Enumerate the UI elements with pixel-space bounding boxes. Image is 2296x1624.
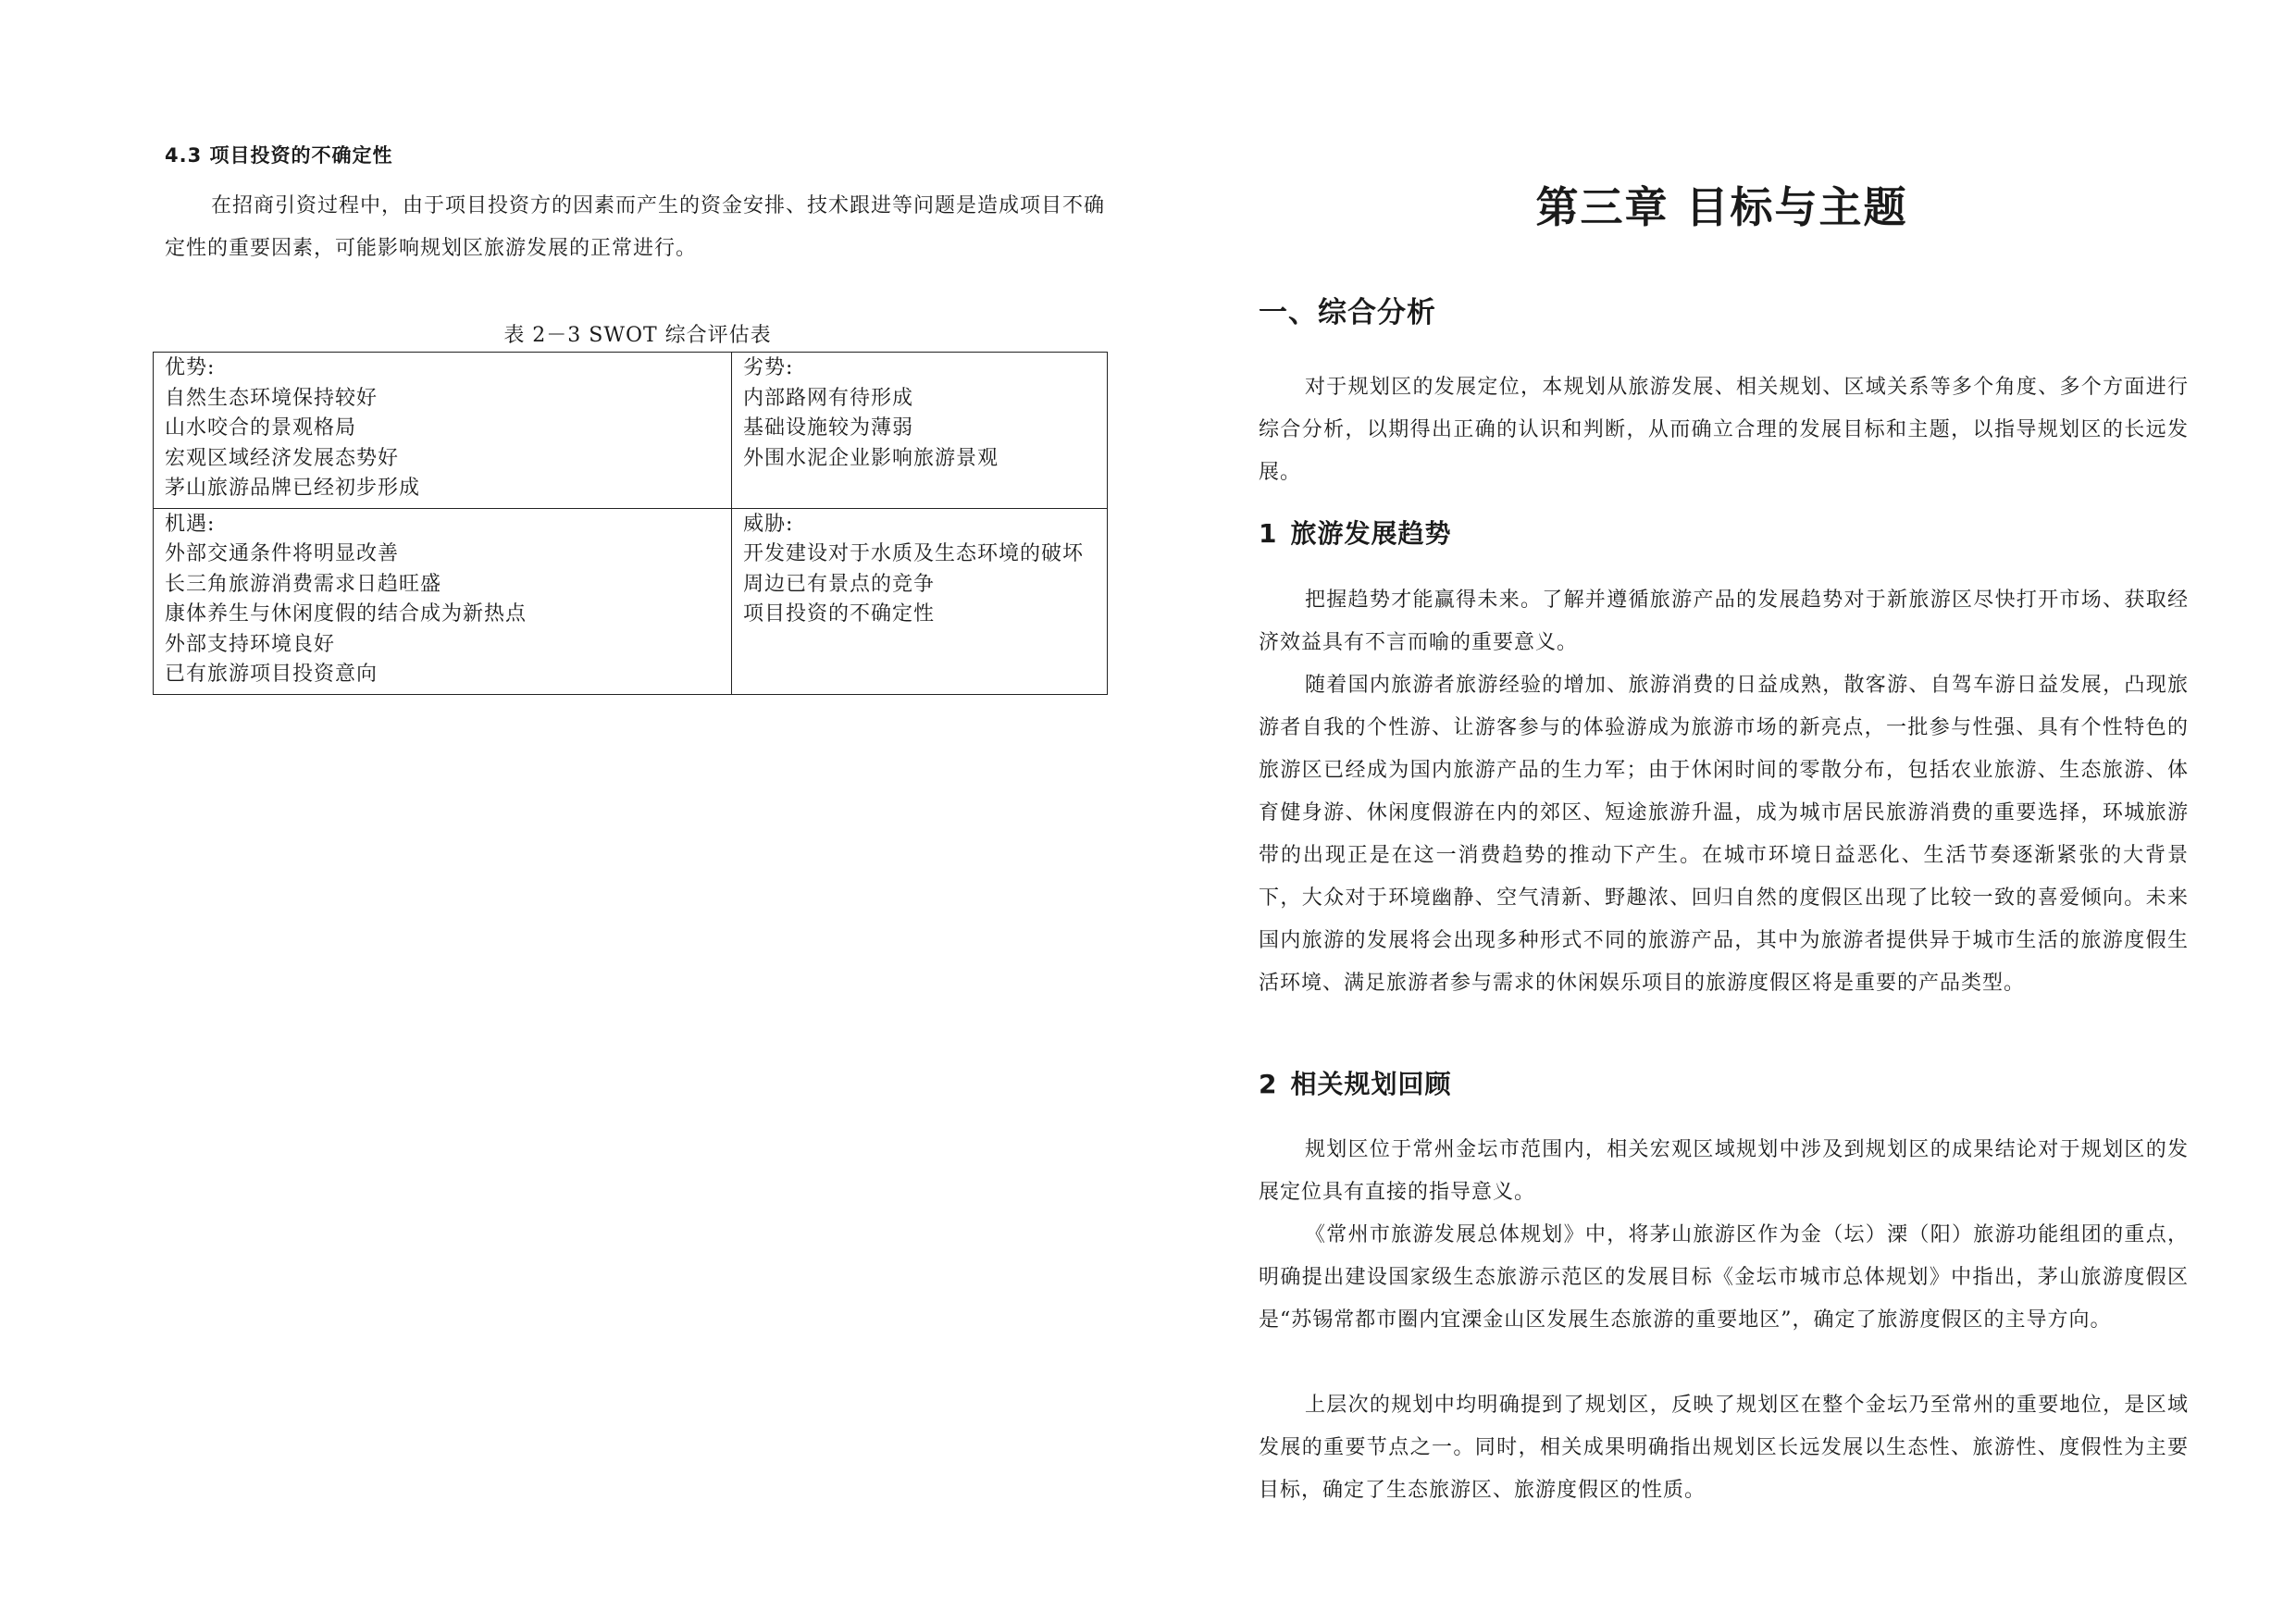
swot-table <box>153 352 1108 695</box>
trends-paragraph-1: 把握趋势才能赢得未来。了解并遵循旅游产品的发展趋势对于新旅游区尽快打开市场、获取经济效益具有不言而喻的重要意义。 <box>1259 589 2189 654</box>
threat-item: 项目投资的不确定性 <box>743 602 936 626</box>
opportunity-item: 康体养生与休闲度假的结合成为新热点 <box>165 602 527 626</box>
chapter-title: 第三章 目标与主题 <box>1535 182 1908 232</box>
threats-cell <box>732 508 1108 694</box>
subsection-title-tourism-trends <box>1259 514 1452 551</box>
opportunity-item: 外部交通条件将明显改善 <box>165 542 400 565</box>
opportunity-item: 长三角旅游消费需求日趋旺盛 <box>165 572 442 596</box>
intro-paragraph: 在招商引资过程中，由于项目投资方的因素而产生的资金安排、技术跟进等问题是造成项目不确定性的重要因素，可能影响规划区旅游发展的正常进行。 <box>165 194 1106 260</box>
section-title-comprehensive-analysis: 一、综合分析 <box>1259 296 1436 329</box>
trends-paragraph-2: 随着国内旅游者旅游经验的增加、旅游消费的日益成熟，散客游、自驾车游日益发展，凸现旅游者自我的个性游、让游客参与的体验游成为旅游市场的新亮点，一批参与性强、具有个性特色的旅游区已经成为国内旅游产品的生力军；由于休闲时间的零散分布，包括农业旅游、生态旅游、体育健身游、休闲度假游在内的郊区、短途旅游升温，成为城市居民旅游消费的重要选择，环城旅游带的出现正是在这一消费趋势的推动下产生。在城市环境日益恶化、生活节奏逐渐紧张的大背景下，大众对于环境幽静、空气清新、野趣浓、回归自然的度假区出现了比较一致的喜爱倾向。未来国内旅游的发展将会出现多种形式不同的旅游产品，其中为旅游者提供异于城市生活的旅游度假生活环境、满足旅游者参与需求的休闲娱乐项目的旅游度假区将是重要的产品类型。 <box>1259 674 2189 995</box>
strength-item: 自然生态环境保持较好 <box>165 386 379 410</box>
threat-item: 周边已有景点的竞争 <box>743 572 936 596</box>
opportunities-cell <box>154 508 732 694</box>
strength-item: 山水咬合的景观格局 <box>165 416 357 440</box>
subsection-label: 旅游发展趋势 <box>1290 518 1452 549</box>
review-paragraph-3: 上层次的规划中均明确提到了规划区，反映了规划区在整个金坛乃至常州的重要地位，是区域发展的重要节点之一。同时，相关成果明确指出规划区长远发展以生态性、旅游性、度假性为主要目标，确定了生态旅游区、旅游度假区的性质。 <box>1259 1394 2189 1502</box>
strength-item: 茅山旅游品牌已经初步形成 <box>165 477 421 500</box>
table-caption: 表 2－3 SWOT 综合评估表 <box>503 324 772 347</box>
swot-row-top <box>154 353 1108 509</box>
weakness-item: 基础设施较为薄弱 <box>743 416 914 440</box>
weaknesses-title: 劣势: <box>743 356 794 379</box>
weaknesses-cell <box>732 353 1108 509</box>
opportunity-item: 外部支持环境良好 <box>165 632 336 656</box>
opportunity-item: 已有旅游项目投资意向 <box>165 663 379 686</box>
weakness-item: 外围水泥企业影响旅游景观 <box>743 446 999 470</box>
weakness-item: 内部路网有待形成 <box>743 386 914 410</box>
subsection-label: 相关规划回顾 <box>1290 1069 1452 1099</box>
subsection-number: 1 <box>1259 518 1278 549</box>
review-paragraph-1: 规划区位于常州金坛市范围内，相关宏观区域规划中涉及到规划区的成果结论对于规划区的发展定位具有直接的指导意义。 <box>1259 1138 2189 1204</box>
review-paragraph-2: 《常州市旅游发展总体规划》中，将茅山旅游区作为金（坛）溧（阳）旅游功能组团的重点，明确提出建设国家级生态旅游示范区的发展目标《金坛市城市总体规划》中指出，茅山旅游度假区是“苏锡常都市圈内宜溧金山区发展生态旅游的重要地区”，确定了旅游度假区的主导方向。 <box>1259 1223 2189 1332</box>
threat-item: 开发建设对于水质及生态环境的破坏 <box>743 542 1085 565</box>
threats-title: 威胁: <box>743 512 794 536</box>
opportunities-title: 机遇: <box>165 512 216 536</box>
subsection-number: 2 <box>1259 1069 1278 1099</box>
section-heading-4-3: 4.3 项目投资的不确定性 <box>165 144 393 167</box>
strengths-cell <box>154 353 732 509</box>
section1-paragraph: 对于规划区的发展定位，本规划从旅游发展、相关规划、区域关系等多个角度、多个方面进行综合分析，以期得出正确的认识和判断，从而确立合理的发展目标和主题，以指导规划区的长远发展。 <box>1259 376 2189 484</box>
strengths-title: 优势: <box>165 356 216 379</box>
strength-item: 宏观区域经济发展态势好 <box>165 446 400 470</box>
subsection-title-plan-review <box>1259 1064 1452 1101</box>
swot-row-bottom <box>154 508 1108 694</box>
